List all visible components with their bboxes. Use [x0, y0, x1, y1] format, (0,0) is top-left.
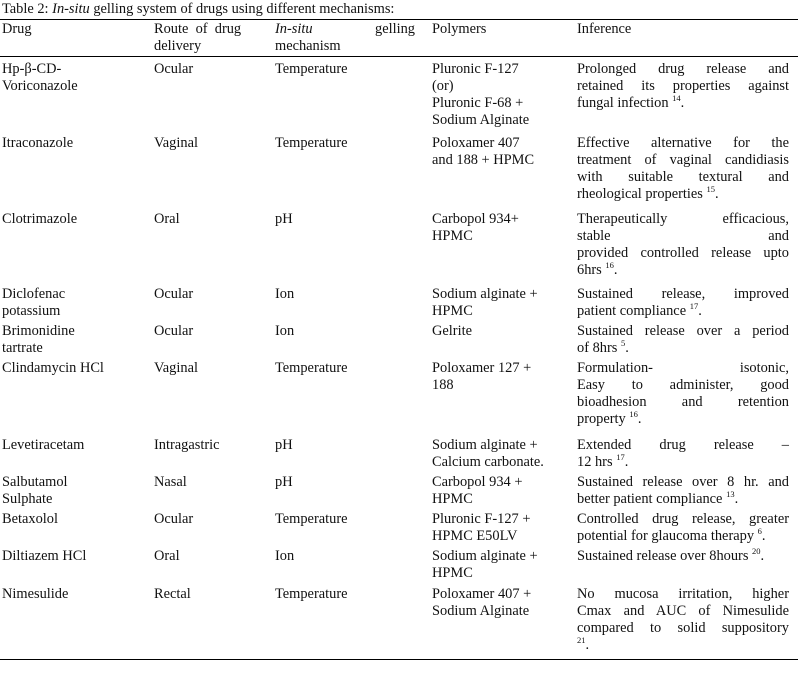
inference-line [577, 78, 789, 95]
cell-route: Vaginal [154, 360, 198, 376]
polymer-line: Poloxamer 407 [432, 135, 520, 151]
cell-mechanism: Temperature [275, 511, 348, 527]
caption-italic: In-situ [52, 1, 90, 17]
cell-drug [2, 135, 142, 152]
cell-mechanism: Ion [275, 286, 295, 302]
header-route-line1: Route of drug [154, 21, 242, 37]
inference-line [577, 186, 789, 203]
cell-polymers [432, 548, 572, 582]
inference-line [577, 474, 789, 491]
inference-line [577, 491, 789, 508]
drug-line: potassium [2, 303, 61, 319]
cell-mechanism: Temperature [275, 360, 348, 376]
cell-route: Ocular [154, 286, 194, 302]
inference-text: 12 hrs [577, 454, 613, 470]
inference-line [577, 286, 789, 303]
inference-text: Prolonged drug release and [577, 61, 789, 77]
polymer-line: 188 [432, 377, 454, 393]
reference-number: 15 [706, 184, 715, 194]
drug-line: Diclofenac [2, 286, 66, 302]
header-polymers: Polymers [432, 21, 487, 37]
inference-text: treatment of vaginal candidiasis [577, 152, 789, 168]
inference-text: better patient compliance [577, 491, 723, 507]
cell-mechanism: pH [275, 437, 293, 453]
cell-drug [2, 211, 142, 228]
reference-number: 17 [689, 301, 699, 311]
cell-drug [2, 474, 142, 508]
reference-number: 13 [726, 489, 735, 499]
inference-text: property [577, 411, 626, 427]
cell-polymers [432, 437, 572, 471]
inference-text: patient compliance [577, 303, 687, 319]
inference-end: . [760, 548, 765, 564]
inference-end: . [761, 528, 766, 544]
inference-line [577, 303, 789, 320]
polymer-line: Sodium alginate + [432, 437, 538, 453]
header-mechanism [275, 21, 415, 55]
inference-line [577, 528, 789, 545]
cell-inference [577, 61, 789, 112]
cell-inference [577, 135, 789, 203]
drug-line: Brimonidine [2, 323, 75, 339]
caption-rest: gelling system of drugs using different mechanisms: [89, 1, 395, 17]
cell-route: Nasal [154, 474, 187, 490]
inference-end: . [613, 262, 618, 278]
inference-text: Easy to administer, good [577, 377, 789, 393]
cell-route: Vaginal [154, 135, 198, 151]
reference-number: 14 [672, 93, 681, 103]
polymer-line: HPMC [432, 491, 473, 507]
inference-text: bioadhesion and retention [577, 394, 789, 410]
inference-end: . [624, 454, 629, 470]
cell-inference [577, 586, 789, 654]
inference-text: Cmax and AUC of Nimesulide [577, 603, 789, 619]
polymer-line: and 188 + HPMC [432, 152, 535, 168]
reference-number: 16 [605, 260, 614, 270]
inference-end: . [734, 491, 739, 507]
inference-line [577, 454, 789, 471]
inference-text: compared to solid suppository [577, 620, 789, 636]
inference-line [577, 135, 789, 152]
header-mech-italic: In-situ [275, 21, 313, 37]
inference-line [577, 169, 789, 186]
polymer-line: Pluronic F-127 + [432, 511, 531, 527]
inference-text: Sustained release over 8 hr. and [577, 474, 789, 490]
cell-mechanism: pH [275, 474, 293, 490]
inference-text: Sustained release over 8hours [577, 548, 749, 564]
inference-line [577, 323, 789, 340]
cell-route: Ocular [154, 511, 194, 527]
inference-end: . [680, 95, 685, 111]
cell-polymers [432, 323, 572, 340]
table-caption [2, 1, 394, 18]
drug-line: Levetiracetam [2, 437, 85, 453]
cell-inference [577, 211, 789, 279]
cell-inference [577, 474, 789, 508]
inference-text: No mucosa irritation, higher [577, 586, 789, 602]
inference-end: . [698, 303, 702, 319]
polymer-line: Gelrite [432, 323, 472, 339]
inference-line [577, 95, 789, 112]
cell-inference [577, 548, 789, 565]
cell-polymers [432, 135, 572, 169]
inference-end: . [585, 637, 590, 653]
drug-line: Betaxolol [2, 511, 58, 527]
inference-text: Effective alternative for the [577, 135, 789, 151]
drug-line: Hp-β-CD- [2, 61, 62, 77]
header-mech-line2: mechanism [275, 38, 341, 54]
polymer-line: HPMC [432, 303, 473, 319]
drug-line: Itraconazole [2, 135, 74, 151]
cell-inference [577, 360, 789, 428]
cell-polymers [432, 211, 572, 245]
cell-inference [577, 323, 789, 357]
inference-line [577, 411, 789, 428]
inference-text: potential for glaucoma therapy [577, 528, 755, 544]
reference-number: 20 [752, 546, 761, 556]
inference-line [577, 637, 789, 654]
cell-mechanism: Temperature [275, 61, 348, 77]
header-drug: Drug [2, 21, 32, 37]
cell-mechanism: pH [275, 211, 293, 227]
header-route [154, 21, 264, 55]
inference-text: with suitable textural and [577, 169, 789, 185]
polymer-line: (or) [432, 78, 454, 94]
reference-number: 6 [757, 526, 762, 536]
polymer-line: Calcium carbonate. [432, 454, 544, 470]
polymer-line: Sodium Alginate [432, 112, 530, 128]
polymer-line: Sodium alginate + [432, 286, 538, 302]
inference-line [577, 586, 789, 603]
cell-route: Ocular [154, 61, 194, 77]
top-rule [0, 19, 798, 20]
cell-polymers [432, 511, 572, 545]
inference-line [577, 377, 789, 394]
header-rule [0, 56, 798, 57]
cell-route: Oral [154, 548, 180, 564]
polymer-line: HPMC E50LV [432, 528, 518, 544]
drug-line: Clotrimazole [2, 211, 78, 227]
cell-mechanism: Ion [275, 548, 295, 564]
polymer-line: Sodium alginate + [432, 548, 538, 564]
polymer-line: Pluronic F-127 [432, 61, 519, 77]
cell-inference [577, 511, 789, 545]
drug-line: Diltiazem HCl [2, 548, 87, 564]
inference-text: Formulation- isotonic, [577, 360, 789, 376]
inference-line [577, 360, 789, 377]
cell-drug [2, 437, 142, 454]
reference-number: 16 [629, 409, 638, 419]
drug-line: Clindamycin HCl [2, 360, 104, 376]
cell-drug [2, 586, 142, 603]
inference-line [577, 548, 789, 565]
inference-line [577, 437, 789, 454]
inference-text: Therapeutically efficacious, [577, 211, 789, 227]
cell-inference [577, 437, 789, 471]
cell-drug [2, 61, 142, 95]
inference-line [577, 61, 789, 78]
inference-text: provided controlled release upto [577, 245, 789, 261]
cell-route: Rectal [154, 586, 191, 602]
cell-drug [2, 360, 142, 377]
cell-polymers [432, 586, 572, 620]
polymer-line: Pluronic F-68 + [432, 95, 524, 111]
drug-line: Salbutamol [2, 474, 68, 490]
reference-number: 17 [616, 452, 625, 462]
inference-line [577, 620, 789, 637]
polymer-line: Sodium Alginate [432, 603, 530, 619]
inference-line [577, 340, 789, 357]
polymer-line: Carbopol 934+ [432, 211, 519, 227]
inference-end: . [714, 186, 719, 202]
inference-text: rheological properties [577, 186, 703, 202]
polymer-line: HPMC [432, 228, 473, 244]
polymer-line: Poloxamer 127 + [432, 360, 532, 376]
polymer-line: Carbopol 934 + [432, 474, 523, 490]
reference-number: 21 [577, 635, 586, 645]
inference-line [577, 152, 789, 169]
drug-line: Nimesulide [2, 586, 69, 602]
cell-mechanism: Temperature [275, 135, 348, 151]
bottom-rule [0, 659, 798, 660]
caption-prefix: Table 2: [2, 1, 53, 17]
cell-route: Ocular [154, 323, 194, 339]
inference-text: Controlled drug release, greater [577, 511, 789, 527]
cell-polymers [432, 360, 572, 394]
inference-text: stable and [577, 228, 789, 244]
inference-text: Extended drug release – [577, 437, 789, 453]
inference-text: Sustained release, improved [577, 286, 789, 302]
inference-line [577, 603, 789, 620]
cell-mechanism: Ion [275, 323, 295, 339]
cell-polymers [432, 474, 572, 508]
inference-text: 6hrs [577, 262, 602, 278]
cell-drug [2, 511, 142, 528]
inference-line [577, 262, 789, 279]
inference-text: Sustained release over a period [577, 323, 789, 339]
polymer-line: Poloxamer 407 + [432, 586, 532, 602]
inference-line [577, 211, 789, 228]
inference-line [577, 228, 789, 245]
drug-line: Voriconazole [2, 78, 78, 94]
cell-drug [2, 286, 142, 320]
cell-polymers [432, 286, 572, 320]
cell-polymers [432, 61, 572, 129]
cell-mechanism: Temperature [275, 586, 348, 602]
inference-end: . [625, 340, 629, 356]
drug-line: tartrate [2, 340, 43, 356]
cell-route: Oral [154, 211, 180, 227]
cell-route: Intragastric [154, 437, 220, 453]
inference-text: of 8hrs [577, 340, 618, 356]
reference-number: 5 [620, 338, 626, 348]
cell-drug [2, 323, 142, 357]
inference-end: . [637, 411, 642, 427]
header-mech-gelling: gelling [375, 21, 415, 37]
cell-inference [577, 286, 789, 320]
inference-text: retained its properties against [577, 78, 789, 94]
polymer-line: HPMC [432, 565, 473, 581]
cell-drug [2, 548, 142, 565]
header-route-line2: delivery [154, 38, 202, 54]
inference-line [577, 394, 789, 411]
drug-line: Sulphate [2, 491, 53, 507]
header-inference: Inference [577, 21, 632, 37]
inference-text: fungal infection [577, 95, 669, 111]
